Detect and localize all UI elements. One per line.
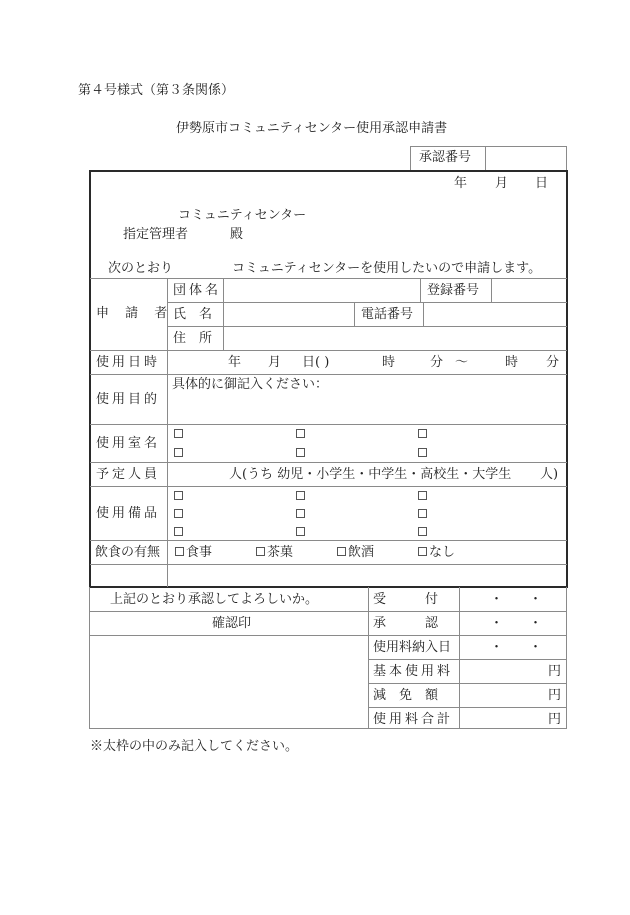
footnote: ※太枠の中のみ記入してください。	[90, 739, 299, 754]
office-total-fee-label: 使用料合計	[373, 712, 454, 727]
food-alcohol-label: 飲酒	[348, 545, 375, 560]
name-label: 氏 名	[173, 307, 213, 322]
food-alcohol-checkbox[interactable]	[337, 547, 346, 556]
usage-datetime-label: 使用日時	[96, 355, 161, 370]
intro-prefix: 次のとおり	[108, 261, 174, 276]
equipment-checkbox-5[interactable]	[296, 509, 305, 518]
equipment-checkbox-4[interactable]	[174, 509, 183, 518]
date-year: 年	[454, 176, 468, 191]
name-field[interactable]	[224, 303, 353, 325]
office-base-fee-value: 円	[548, 664, 562, 679]
food-none-checkbox[interactable]	[418, 547, 427, 556]
address-field[interactable]	[224, 327, 566, 349]
registration-number-label: 登録番号	[427, 283, 480, 298]
equipment-checkbox-9[interactable]	[418, 527, 427, 536]
approval-question: 上記のとおり承認してよろしいか。	[110, 592, 319, 607]
group-name-field[interactable]	[224, 279, 419, 301]
equipment-checkbox-1[interactable]	[174, 491, 183, 500]
usage-hour-end: 時	[505, 355, 519, 370]
phone-label: 電話番号	[361, 307, 414, 322]
office-discount-value: 円	[548, 688, 562, 703]
attendees-close: 人)	[540, 467, 559, 482]
addressee-honorific: 殿	[230, 227, 244, 242]
room-checkbox-5[interactable]	[296, 448, 305, 457]
equipment-checkbox-6[interactable]	[418, 509, 427, 518]
office-reception-value: ・ ・	[490, 592, 543, 607]
registration-number-field[interactable]	[492, 279, 566, 301]
food-snacks-checkbox[interactable]	[256, 547, 265, 556]
rooms-label: 使用室名	[96, 436, 161, 451]
room-checkbox-2[interactable]	[296, 429, 305, 438]
equipment-checkbox-8[interactable]	[296, 527, 305, 536]
food-snacks-label: 茶菓	[267, 545, 294, 560]
purpose-label: 使用目的	[96, 392, 161, 407]
applicant-label: 申 請 者	[96, 306, 174, 321]
intro-suffix: コミュニティセンターを使用したいので申請します。	[232, 261, 542, 276]
office-reception-label: 受 付	[373, 592, 439, 607]
usage-hour-start: 時	[382, 355, 396, 370]
blank-row-field[interactable]	[168, 565, 566, 586]
addressee-center: コミュニティセンター	[178, 208, 307, 223]
office-discount-label: 減 免 額	[373, 688, 439, 703]
equipment-checkbox-2[interactable]	[296, 491, 305, 500]
room-checkbox-1[interactable]	[174, 429, 183, 438]
purpose-instruction: 具体的に御記入ください：	[172, 377, 329, 392]
usage-minute-end: 分	[546, 355, 560, 370]
approval-number-label: 承認番号	[419, 150, 472, 165]
room-checkbox-3[interactable]	[418, 429, 427, 438]
purpose-field[interactable]	[168, 393, 566, 423]
food-none-label: なし	[429, 545, 456, 560]
document-title: 伊勢原市コミュニティセンター使用承認申請書	[176, 121, 448, 136]
food-meal-checkbox[interactable]	[175, 547, 184, 556]
office-payment-date-label: 使用料納入日	[373, 640, 452, 655]
confirm-seal-label: 確認印	[212, 616, 252, 631]
addressee-manager: 指定管理者	[123, 227, 189, 242]
equipment-checkbox-3[interactable]	[418, 491, 427, 500]
usage-year: 年	[228, 355, 242, 370]
usage-month: 月	[268, 355, 282, 370]
equipment-checkbox-7[interactable]	[174, 527, 183, 536]
date-month: 月	[495, 176, 509, 191]
usage-minute-start: 分	[430, 355, 444, 370]
confirm-seal-area[interactable]	[90, 636, 367, 728]
office-total-fee-value: 円	[548, 712, 562, 727]
office-approval-value: ・ ・	[490, 616, 543, 631]
equipment-label: 使用備品	[96, 506, 161, 521]
office-base-fee-label: 基本使用料	[373, 664, 454, 679]
group-name-label: 団体名	[173, 283, 222, 298]
address-label: 住 所	[173, 331, 213, 346]
food-meal-label: 食事	[186, 545, 213, 560]
date-day: 日	[535, 176, 549, 191]
phone-field[interactable]	[424, 303, 566, 325]
room-checkbox-4[interactable]	[174, 448, 183, 457]
office-payment-date-value: ・ ・	[490, 640, 543, 655]
form-number: 第４号様式（第３条関係）	[78, 83, 235, 98]
attendees-label: 予定人員	[96, 467, 161, 482]
food-drink-label: 飲食の有無	[95, 545, 161, 560]
attendees-text: 人(うち 幼児・小学生・中学生・高校生・大学生	[229, 467, 512, 482]
office-approval-label: 承 認	[373, 616, 439, 631]
room-checkbox-6[interactable]	[418, 448, 427, 457]
usage-day: 日( )	[302, 355, 330, 370]
approval-number-field[interactable]	[486, 147, 566, 169]
usage-tilde: ～	[455, 355, 469, 370]
